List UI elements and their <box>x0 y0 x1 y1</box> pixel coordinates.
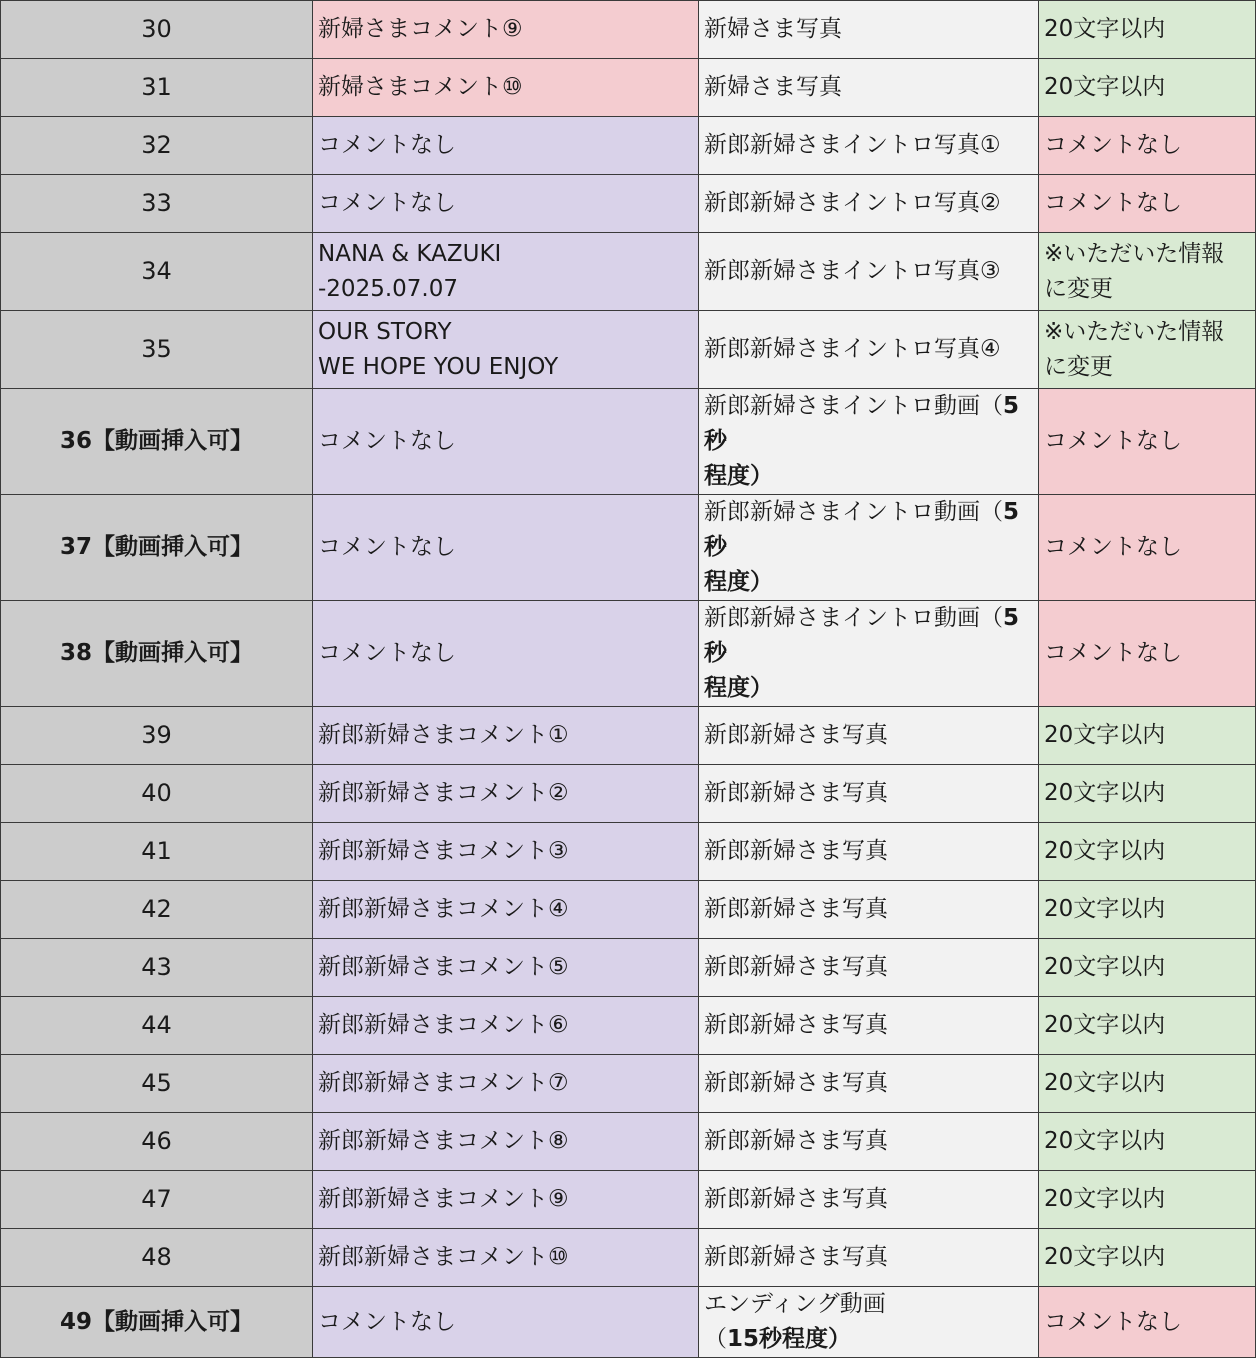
limit-cell[interactable]: 20文字以内 <box>1039 1229 1256 1287</box>
media-cell[interactable] <box>699 1055 1039 1113</box>
comment-cell[interactable]: コメントなし <box>313 495 699 601</box>
table-row <box>1 765 1256 823</box>
comment-cell[interactable]: 新郎新婦さまコメント① <box>313 707 699 765</box>
limit-cell[interactable]: 20文字以内 <box>1039 1055 1256 1113</box>
media-cell[interactable] <box>699 707 1039 765</box>
limit-cell[interactable]: 20文字以内 <box>1039 823 1256 881</box>
media-cell[interactable] <box>699 997 1039 1055</box>
media-cell[interactable] <box>699 823 1039 881</box>
media-label: 新郎新婦さまイントロ写真③ <box>704 258 1001 284</box>
media-label: 新郎新婦さまイントロ動画（ <box>704 393 1003 419</box>
row-number-cell[interactable]: 43 <box>1 939 313 997</box>
limit-cell[interactable]: 20文字以内 <box>1039 881 1256 939</box>
table-row <box>1 233 1256 311</box>
limit-cell[interactable]: 20文字以内 <box>1039 939 1256 997</box>
media-duration-label: 5秒 程度） <box>704 499 1020 595</box>
table-row <box>1 939 1256 997</box>
row-number-cell[interactable]: 49【動画挿入可】 <box>1 1287 313 1358</box>
comment-cell[interactable]: 新郎新婦さまコメント⑥ <box>313 997 699 1055</box>
limit-cell[interactable]: 20文字以内 <box>1039 707 1256 765</box>
row-number-cell[interactable]: 34 <box>1 233 313 311</box>
media-cell[interactable] <box>699 495 1039 601</box>
comment-cell[interactable]: 新郎新婦さまコメント⑦ <box>313 1055 699 1113</box>
table-row <box>1 997 1256 1055</box>
row-number-cell[interactable]: 45 <box>1 1055 313 1113</box>
table-row <box>1 389 1256 495</box>
comment-cell[interactable]: 新郎新婦さまコメント② <box>313 765 699 823</box>
comment-cell[interactable]: コメントなし <box>313 389 699 495</box>
limit-cell[interactable]: ※いただいた情報 に変更 <box>1039 311 1256 389</box>
media-label: 新郎新婦さまイントロ写真① <box>704 132 1001 158</box>
limit-cell[interactable]: コメントなし <box>1039 601 1256 707</box>
media-cell[interactable] <box>699 765 1039 823</box>
media-cell[interactable] <box>699 175 1039 233</box>
media-cell[interactable] <box>699 1 1039 59</box>
table-row <box>1 59 1256 117</box>
media-label: 新郎新婦さま写真 <box>704 1186 888 1212</box>
media-label: 新郎新婦さま写真 <box>704 780 888 806</box>
limit-cell[interactable]: コメントなし <box>1039 1287 1256 1358</box>
media-label: 新郎新婦さまイントロ写真② <box>704 190 1001 216</box>
limit-cell[interactable]: コメントなし <box>1039 117 1256 175</box>
comment-cell[interactable]: 新郎新婦さまコメント③ <box>313 823 699 881</box>
comment-cell[interactable]: OUR STORY WE HOPE YOU ENJOY <box>313 311 699 389</box>
limit-cell[interactable]: 20文字以内 <box>1039 1113 1256 1171</box>
limit-cell[interactable]: ※いただいた情報 に変更 <box>1039 233 1256 311</box>
table-row <box>1 1171 1256 1229</box>
table-row <box>1 1 1256 59</box>
comment-cell[interactable]: NANA & KAZUKI -2025.07.07 <box>313 233 699 311</box>
media-cell[interactable] <box>699 881 1039 939</box>
comment-cell[interactable]: 新郎新婦さまコメント⑤ <box>313 939 699 997</box>
comment-cell[interactable]: 新郎新婦さまコメント⑩ <box>313 1229 699 1287</box>
limit-cell[interactable]: 20文字以内 <box>1039 1 1256 59</box>
media-label: 新郎新婦さま写真 <box>704 722 888 748</box>
row-number-cell[interactable]: 35 <box>1 311 313 389</box>
media-cell[interactable] <box>699 59 1039 117</box>
media-label: 新郎新婦さま写真 <box>704 1128 888 1154</box>
media-cell[interactable] <box>699 1113 1039 1171</box>
limit-cell[interactable]: コメントなし <box>1039 495 1256 601</box>
media-label: 新郎新婦さまイントロ動画（ <box>704 605 1003 631</box>
comment-cell[interactable]: 新郎新婦さまコメント④ <box>313 881 699 939</box>
row-number-cell[interactable]: 38【動画挿入可】 <box>1 601 313 707</box>
media-cell[interactable] <box>699 311 1039 389</box>
row-number-cell[interactable]: 46 <box>1 1113 313 1171</box>
comment-cell[interactable]: コメントなし <box>313 175 699 233</box>
media-label: 新郎新婦さま写真 <box>704 1244 888 1270</box>
media-label: 新郎新婦さま写真 <box>704 896 888 922</box>
row-number-cell[interactable]: 36【動画挿入可】 <box>1 389 313 495</box>
media-label: 新郎新婦さまイントロ動画（ <box>704 499 1003 525</box>
media-cell[interactable] <box>699 117 1039 175</box>
comment-cell[interactable]: コメントなし <box>313 117 699 175</box>
media-label: 新郎新婦さま写真 <box>704 838 888 864</box>
comment-cell[interactable]: 新婦さまコメント⑨ <box>313 1 699 59</box>
media-label: エンディング動画（ <box>704 1291 886 1352</box>
comment-cell[interactable]: 新郎新婦さまコメント⑧ <box>313 1113 699 1171</box>
media-label: 新婦さま写真 <box>704 74 842 100</box>
media-cell[interactable] <box>699 939 1039 997</box>
media-cell[interactable] <box>699 1229 1039 1287</box>
media-duration-label: 5秒 程度） <box>704 393 1020 489</box>
limit-cell[interactable]: 20文字以内 <box>1039 59 1256 117</box>
media-cell[interactable] <box>699 601 1039 707</box>
media-cell[interactable] <box>699 1171 1039 1229</box>
row-number-cell[interactable]: 40 <box>1 765 313 823</box>
media-label: 新郎新婦さま写真 <box>704 1070 888 1096</box>
table-row <box>1 601 1256 707</box>
row-number-cell[interactable]: 48 <box>1 1229 313 1287</box>
media-cell[interactable] <box>699 233 1039 311</box>
limit-cell[interactable]: 20文字以内 <box>1039 997 1256 1055</box>
media-cell[interactable] <box>699 1287 1039 1358</box>
table-body <box>1 1 1256 1358</box>
table-row <box>1 311 1256 389</box>
row-number-cell[interactable]: 41 <box>1 823 313 881</box>
media-cell[interactable] <box>699 389 1039 495</box>
comment-cell[interactable]: コメントなし <box>313 1287 699 1358</box>
table-row <box>1 881 1256 939</box>
media-label: 新郎新婦さま写真 <box>704 1012 888 1038</box>
row-number-cell[interactable]: 33 <box>1 175 313 233</box>
media-label: 新郎新婦さまイントロ写真④ <box>704 336 1001 362</box>
table-row <box>1 1229 1256 1287</box>
media-label: 新婦さま写真 <box>704 16 842 42</box>
row-number-cell[interactable]: 39 <box>1 707 313 765</box>
media-label: 新郎新婦さま写真 <box>704 954 888 980</box>
table-row <box>1 117 1256 175</box>
row-number-cell[interactable]: 37【動画挿入可】 <box>1 495 313 601</box>
limit-cell[interactable]: コメントなし <box>1039 389 1256 495</box>
row-number-cell[interactable]: 31 <box>1 59 313 117</box>
comment-cell[interactable]: コメントなし <box>313 601 699 707</box>
comment-cell[interactable]: 新婦さまコメント⑩ <box>313 59 699 117</box>
media-duration-label: 15秒程度） <box>727 1326 852 1352</box>
row-number-cell[interactable]: 47 <box>1 1171 313 1229</box>
row-number-cell[interactable]: 32 <box>1 117 313 175</box>
limit-cell[interactable]: 20文字以内 <box>1039 1171 1256 1229</box>
limit-cell[interactable]: 20文字以内 <box>1039 765 1256 823</box>
row-number-cell[interactable]: 30 <box>1 1 313 59</box>
table-row <box>1 1055 1256 1113</box>
table-row <box>1 1287 1256 1358</box>
limit-cell[interactable]: コメントなし <box>1039 175 1256 233</box>
table-row <box>1 707 1256 765</box>
table-row <box>1 175 1256 233</box>
table-row <box>1 823 1256 881</box>
row-number-cell[interactable]: 44 <box>1 997 313 1055</box>
table-row <box>1 495 1256 601</box>
table-row <box>1 1113 1256 1171</box>
comment-cell[interactable]: 新郎新婦さまコメント⑨ <box>313 1171 699 1229</box>
media-duration-label: 5秒 程度） <box>704 605 1020 701</box>
row-number-cell[interactable]: 42 <box>1 881 313 939</box>
